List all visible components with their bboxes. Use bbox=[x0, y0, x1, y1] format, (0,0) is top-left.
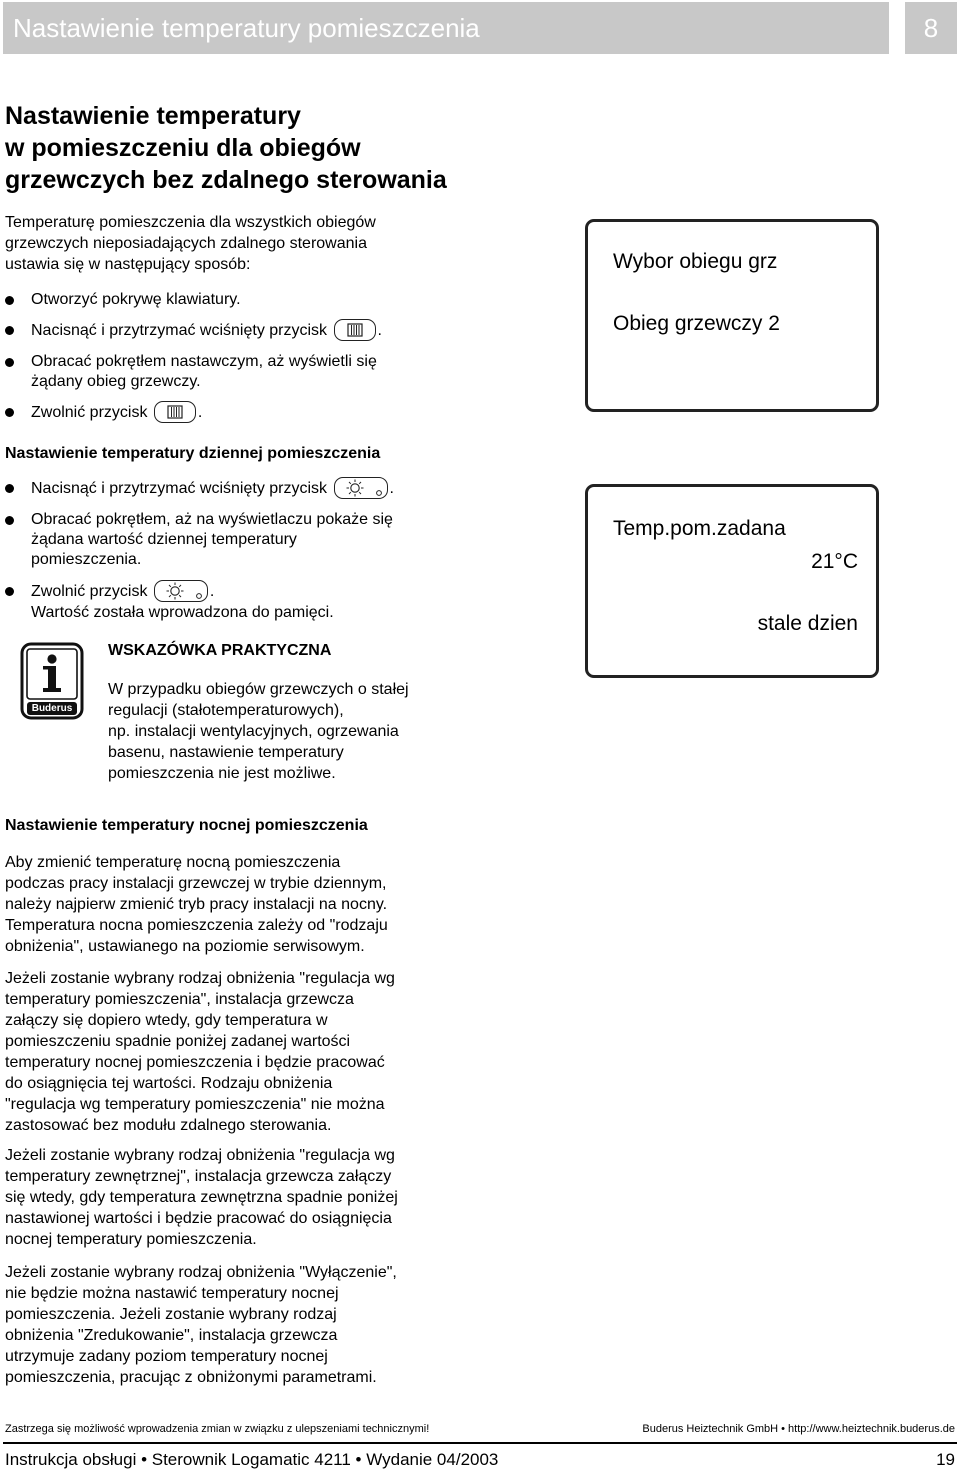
display-temperature-value: 21°C bbox=[811, 550, 858, 573]
step-rotate-knob bbox=[5, 352, 377, 392]
text-line: utrzymuje zadany poziom temperatury nocnej bbox=[5, 1348, 328, 1365]
bullet-icon bbox=[5, 516, 14, 525]
text-line: Aby zmienić temperaturę nocną pomieszczenia bbox=[5, 854, 341, 871]
step-text: pomieszczenia. bbox=[31, 551, 142, 568]
text-line: do osiągnięcia tej wartości. Rodzaju obniżenia bbox=[5, 1075, 333, 1092]
step-text: żądany obieg grzewczy. bbox=[31, 373, 201, 390]
text-line: obniżenia "Zredukowanie", instalacja grzewcza bbox=[5, 1327, 338, 1344]
text-line: pomieszczeniu spadnie poniżej zadanej wartości bbox=[5, 1033, 351, 1050]
chapter-title-bar bbox=[3, 2, 889, 54]
step-rotate-knob-day bbox=[5, 510, 393, 570]
title-line: Nastawienie temperatury bbox=[5, 102, 301, 130]
step-open-cover bbox=[5, 290, 241, 310]
paragraph-night-3 bbox=[5, 1145, 398, 1250]
text-line: obniżenia", ustawianego na poziomie serwisowym. bbox=[5, 938, 365, 955]
display-circuit-selection bbox=[585, 219, 879, 412]
text-line: podczas pracy instalacji grzewczej w trybie dziennym, bbox=[5, 875, 387, 892]
sun-button-icon bbox=[154, 580, 208, 602]
footer-company: Buderus Heiztechnik GmbH • http://www.heiztechnik.buderus.de bbox=[642, 1423, 955, 1435]
text-line: Jeżeli zostanie wybrany rodzaj obniżenia "regulacja wg bbox=[5, 1147, 395, 1164]
display-mode: stale dzien bbox=[757, 612, 858, 635]
text-line: temperatury nocnej pomieszczenia i będzie pracować bbox=[5, 1054, 385, 1071]
title-line: grzewczych bez zdalnego sterowania bbox=[5, 166, 447, 194]
text-line: nocnej temperatury pomieszczenia. bbox=[5, 1231, 257, 1248]
text-line: pomieszczenia, pracując z obniżonymi parametrami. bbox=[5, 1369, 377, 1386]
step-text: Obracać pokrętłem, aż na wyświetlaczu pokaże się bbox=[31, 511, 393, 528]
step-note: Wartość została wprowadzona do pamięci. bbox=[31, 604, 334, 621]
paragraph-night-2 bbox=[5, 968, 395, 1136]
text-line: temperatury pomieszczenia", instalacja grzewcza bbox=[5, 991, 354, 1008]
text-line: pomieszczenia. Jeżeli zostanie wybrany rodzaj bbox=[5, 1306, 337, 1323]
text-line: regulacji (stałotemperaturowych), bbox=[108, 702, 344, 719]
chapter-title: Nastawienie temperatury pomieszczenia bbox=[13, 12, 480, 43]
text-line: np. instalacji wentylacyjnych, ogrzewania bbox=[108, 723, 399, 740]
step-text: Nacisnąć i przytrzymać wciśnięty przycisk bbox=[31, 322, 328, 340]
radiator-button-icon bbox=[154, 401, 196, 423]
step-press-hold bbox=[5, 320, 382, 342]
punctuation: . bbox=[377, 322, 382, 340]
text-line: załączy się dopiero wtedy, gdy temperatura w bbox=[5, 1012, 328, 1029]
step-release bbox=[5, 402, 202, 424]
bullet-icon bbox=[5, 358, 14, 367]
sun-button-icon bbox=[334, 477, 388, 499]
text-line: "regulacja wg temperatury pomieszczenia" nie można bbox=[5, 1096, 385, 1113]
bullet-icon bbox=[5, 326, 14, 335]
chapter-number: 8 bbox=[923, 12, 939, 43]
display-line: Obieg grzewczy 2 bbox=[613, 312, 780, 335]
footer-disclaimer: Zastrzega się możliwość wprowadzenia zmian w związku z ulepszeniami technicznymi! bbox=[5, 1423, 430, 1435]
step-press-hold-sun bbox=[5, 478, 394, 500]
text-line: nie będzie można nastawić temperatury nocnej bbox=[5, 1285, 339, 1302]
bullet-icon bbox=[5, 484, 14, 493]
step-text: Nacisnąć i przytrzymać wciśnięty przycisk bbox=[31, 480, 328, 498]
step-text: Zwolnić przycisk bbox=[31, 404, 148, 422]
punctuation: . bbox=[389, 480, 394, 498]
footer-manual-title: Instrukcja obsługi • Sterownik Logamatic 4211 • Wydanie 04/2003 bbox=[5, 1450, 499, 1469]
radiator-button-icon bbox=[334, 319, 376, 341]
bullet-icon bbox=[5, 296, 14, 305]
bullet-icon bbox=[5, 408, 14, 417]
step-text: żądana wartość dziennej temperatury bbox=[31, 531, 297, 548]
paragraph-night-4 bbox=[5, 1262, 397, 1388]
text-line: pomieszczenia nie jest możliwe. bbox=[108, 765, 336, 782]
text-line: się wtedy, gdy temperatura zewnętrzna spadnie poniżej bbox=[5, 1189, 398, 1206]
section-title-heating-circuits bbox=[5, 100, 505, 196]
text-line: Temperaturę pomieszczenia dla wszystkich obiegów bbox=[5, 214, 376, 231]
punctuation: . bbox=[209, 583, 215, 601]
text-line: Jeżeli zostanie wybrany rodzaj obniżenia "regulacja wg bbox=[5, 970, 395, 987]
bullet-icon bbox=[5, 587, 14, 596]
info-icon bbox=[20, 642, 84, 720]
text-line: zastosować bez modułu zdalnego sterowania. bbox=[5, 1117, 332, 1134]
text-line: ustawia się w następujący sposób: bbox=[5, 256, 251, 273]
step-text: Otworzyć pokrywę klawiatury. bbox=[31, 291, 241, 308]
tip-heading: WSKAZÓWKA PRAKTYCZNA bbox=[108, 642, 332, 659]
display-line: Wybor obiegu grz bbox=[613, 250, 778, 273]
paragraph-night-1 bbox=[5, 852, 388, 957]
display-line: Temp.pom.zadana bbox=[613, 517, 786, 540]
intro-paragraph bbox=[5, 212, 376, 275]
step-text: Zwolnić przycisk bbox=[31, 583, 148, 601]
tip-body bbox=[108, 679, 409, 784]
punctuation: . bbox=[197, 404, 203, 422]
display-day-temperature bbox=[585, 484, 879, 678]
footer-divider bbox=[3, 1442, 957, 1444]
section-title-night-temp: Nastawienie temperatury nocnej pomieszczenia bbox=[5, 817, 368, 834]
text-line: należy najpierw zmienić tryb pracy instalacji na nocny. bbox=[5, 896, 388, 913]
text-line: Jeżeli zostanie wybrany rodzaj obniżenia "Wyłączenie", bbox=[5, 1264, 397, 1281]
buderus-logo-text: Buderus bbox=[31, 703, 73, 714]
title-line: w pomieszczeniu dla obiegów bbox=[5, 134, 361, 162]
text-line: W przypadku obiegów grzewczych o stałej bbox=[108, 681, 409, 698]
text-line: Temperatura nocna pomieszczenia zależy od "rodzaju bbox=[5, 917, 388, 934]
text-line: basenu, nastawienie temperatury bbox=[108, 744, 344, 761]
chapter-number-box bbox=[905, 2, 957, 54]
text-line: grzewczych nieposiadających zdalnego sterowania bbox=[5, 235, 367, 252]
step-release-sun bbox=[5, 581, 334, 623]
page-number: 19 bbox=[936, 1450, 955, 1469]
section-title-day-temp: Nastawienie temperatury dziennej pomieszczenia bbox=[5, 445, 381, 462]
text-line: nastawionej wartości i będzie pracować do osiągnięcia bbox=[5, 1210, 392, 1227]
step-text: Obracać pokrętłem nastawczym, aż wyświetli się bbox=[31, 353, 377, 370]
text-line: temperatury zewnętrznej", instalacja grzewcza załączy bbox=[5, 1168, 392, 1185]
